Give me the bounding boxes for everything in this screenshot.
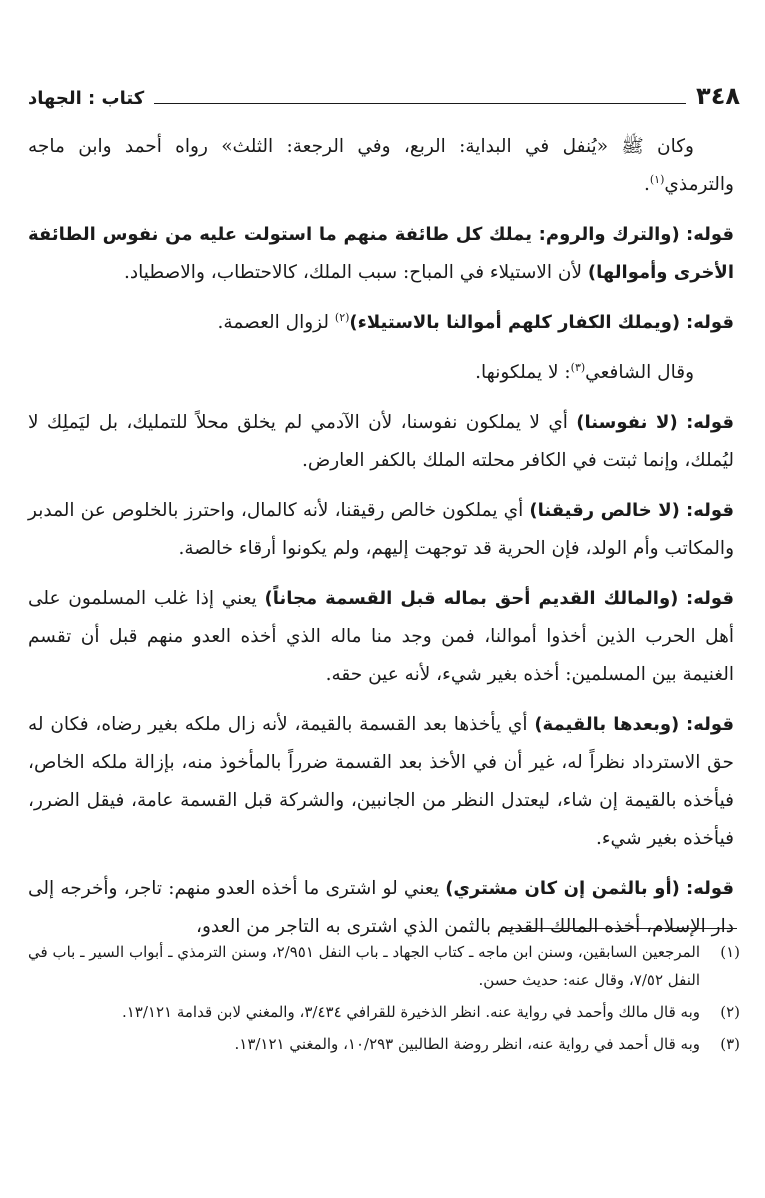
- footnote-number: (١): [720, 943, 740, 961]
- quoted-matn: (والترك والروم: يملك كل طائفة منهم ما استولت عليه من نفوس الطائفة الأخرى وأموالها): [28, 224, 734, 283]
- footnote-number: (٣): [720, 1035, 740, 1053]
- lead-word: قوله:: [686, 714, 734, 735]
- lead-word: قوله:: [686, 412, 735, 433]
- commentary-text: لأن الاستيلاء في المباح: سبب الملك، كالاحتطاب، والاصطياد.: [124, 262, 588, 283]
- paragraph: [28, 404, 740, 480]
- page-number: ٣٤٨: [696, 82, 740, 110]
- lead-word: قوله:: [686, 312, 734, 333]
- book-title: كتاب : الجهاد: [28, 88, 145, 109]
- page: [28, 70, 740, 958]
- paragraph: [28, 304, 740, 342]
- footnote: [28, 1030, 740, 1058]
- commentary-text: أي يملكون خالص رقيقنا، لأنه كالمال، واحترز بالخلوص عن المدبر والمكاتب وأم الولد، فإن الحرية قد توجهت إليهم، ولم يكونوا أرقاء خالصة.: [28, 500, 734, 559]
- paragraph: [28, 354, 740, 392]
- footnote-separator: [505, 928, 737, 929]
- lead-word: قوله:: [686, 878, 734, 899]
- commentary-tail: .: [643, 174, 650, 195]
- commentary-text: أي يأخذها بعد القسمة بالقيمة، لأنه زال ملكه بغير رضاه، فكان له حق الاسترداد نظراً له، غير أن في الأخذ بعد القسمة ضرراً بالمأخوذ منه، بإزالة ملكه الخاص، فيأخذه بالقيمة إن شاء، ليعتدل النظر من الجانبين، والشركة قبل القسمة عامة، فيقل الضرر، فيأخذه بغير شيء.: [28, 714, 734, 849]
- lead-word: قوله:: [686, 588, 734, 609]
- commentary-text: وكان ﷺ «يُنفل في البداية: الربع، وفي الرجعة: الثلث» رواه أحمد وابن ماجه والترمذي: [28, 136, 734, 195]
- footnote-text: وبه قال أحمد في رواية عنه، انظر روضة الطالبين ١٠/٢٩٣، والمغني ١٣/١٢١.: [234, 1035, 700, 1053]
- body-text: [28, 128, 740, 946]
- quoted-matn: (لا نفوسنا): [576, 412, 678, 433]
- commentary-tail: لزوال العصمة.: [217, 312, 335, 333]
- footnote: [28, 998, 740, 1026]
- footnote-ref: (٢): [334, 310, 350, 324]
- quoted-matn: (وبعدها بالقيمة): [534, 714, 680, 735]
- paragraph: [28, 706, 740, 858]
- footnote-number: (٢): [720, 1003, 740, 1021]
- lead-word: قوله:: [686, 500, 734, 521]
- footnote-text: المرجعين السابقين، وسنن ابن ماجه ـ كتاب الجهاد ـ باب النفل ٢/٩٥١، وسنن الترمذي ـ أبواب السير ـ باب في النفل ٧/٥٢، وقال عنه: حديث حسن.: [28, 943, 701, 989]
- footnote-ref: (١): [649, 172, 665, 186]
- paragraph: [28, 216, 740, 292]
- footnote: [28, 938, 740, 994]
- running-header: [28, 70, 740, 108]
- quoted-matn: (لا خالص رقيقنا): [529, 500, 680, 521]
- paragraph: [28, 870, 740, 946]
- paragraph: [28, 492, 740, 568]
- quoted-matn: (والمالك القديم أحق بماله قبل القسمة مجاناً): [264, 588, 679, 609]
- footnote-text: وبه قال مالك وأحمد في رواية عنه. انظر الذخيرة للقرافي ٣/٤٣٤، والمغني لابن قدامة ١٣/١٢١.: [121, 1003, 700, 1021]
- commentary-text: وقال الشافعي: [585, 362, 694, 383]
- lead-word: قوله:: [686, 224, 734, 245]
- commentary-tail: : لا يملكونها.: [475, 362, 571, 383]
- footnote-ref: (٣): [570, 360, 586, 374]
- paragraph: [28, 128, 740, 204]
- commentary-text: يعني إذا غلب المسلمون على أهل الحرب الذين أخذوا أموالنا، فمن وجد منا ماله الذي أخذه العدو منهم قبل أن تقسم الغنيمة بين المسلمين: أخذه بغير شيء، لأنه عين حقه.: [28, 588, 734, 685]
- header-rule: [154, 103, 686, 104]
- quoted-matn: (ويملك الكفار كلهم أموالنا بالاستيلاء): [349, 312, 681, 333]
- commentary-text: أي لا يملكون نفوسنا، لأن الآدمي لم يخلق محلاً للتمليك، بل ليَملِك لا ليُملك، وإنما ثبتت في الكافر محلته الملك بالكفر العارض.: [28, 412, 734, 471]
- paragraph: [28, 580, 740, 694]
- quoted-matn: (أو بالثمن إن كان مشتري): [445, 878, 680, 899]
- footnotes: [28, 938, 740, 1062]
- commentary-text: يعني لو اشترى ما أخذه العدو منهم: تاجر، وأخرجه إلى دار الإسلام، أخذه المالك القديم بالثمن الذي اشترى به التاجر من العدو،: [28, 878, 734, 937]
